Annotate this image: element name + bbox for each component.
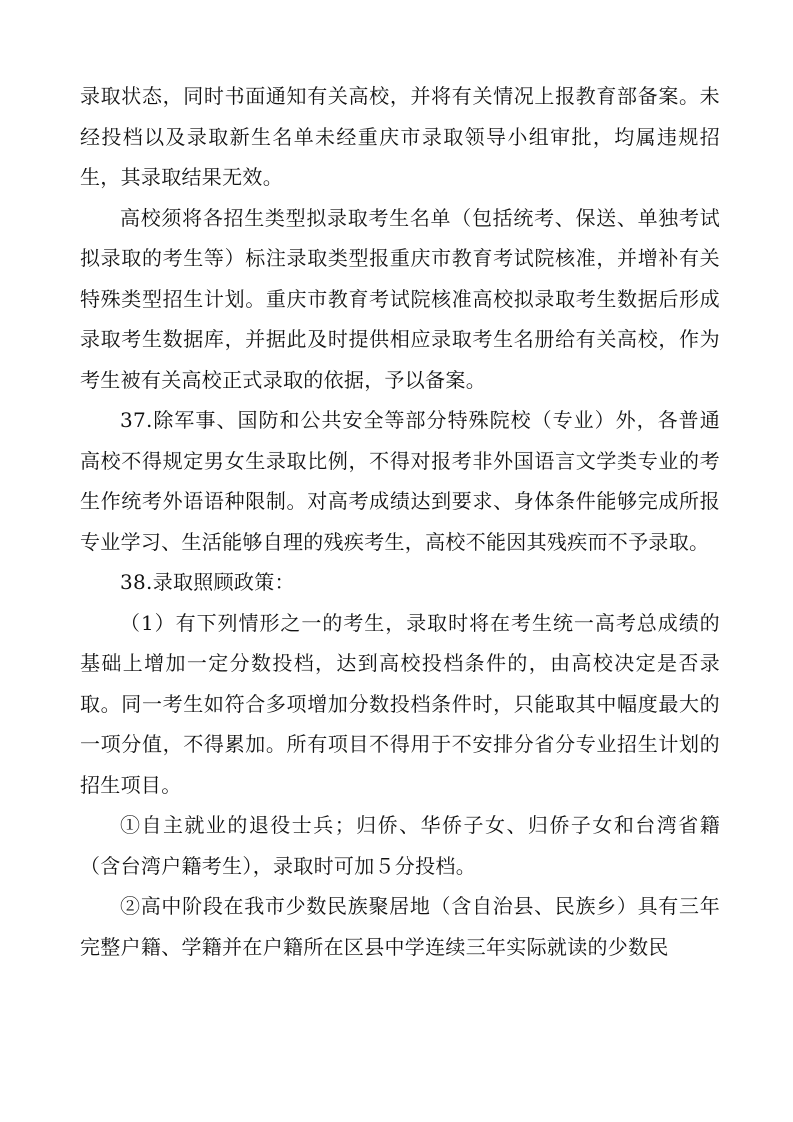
- paragraph-article-37: 37.除军事、国防和公共安全等部分特殊院校（专业）外，各普通高校不得规定男女生录取比例，不得对报考非外国语言文学类专业的考生作统考外语语种限制。对高考成绩达到要求、身体条件能够完成所报专业学习、生活能够自理的残疾考生，高校不能因其残疾而不予录取。: [80, 408, 720, 554]
- paragraph-article-38-item-1: （1）有下列情形之一的考生，录取时将在考生统一高考总成绩的基础上增加一定分数投档，达到高校投档条件的，由高校决定是否录取。同一考生如符合多项增加分数投档条件时，只能取其中幅度最大的一项分值，不得累加。所有项目不得用于不安排分省分专业招生计划的招生项目。: [80, 610, 720, 797]
- paragraph-article-38-subitem-1: ①自主就业的退役士兵；归侨、华侨子女、归侨子女和台湾省籍（含台湾户籍考生），录取时可加５分投档。: [80, 813, 720, 878]
- document-body: [80, 76, 720, 967]
- paragraph-admission-list-approval: 高校须将各招生类型拟录取考生名单（包括统考、保送、单独考试拟录取的考生等）标注录取类型报重庆市教育考试院核准，并增补有关特殊类型招生计划。重庆市教育考试院核准高校拟录取考生数据后形成录取考生数据库，并据此及时提供相应录取考生名册给有关高校，作为考生被有关高校正式录取的依据，予以备案。: [80, 205, 720, 392]
- paragraph-article-38-heading: 38.录取照顾政策：: [120, 570, 295, 594]
- paragraph-admission-status: 录取状态，同时书面通知有关高校，并将有关情况上报教育部备案。未经投档以及录取新生名单未经重庆市录取领导小组审批，均属违规招生，其录取结果无效。: [80, 84, 720, 189]
- paragraph-article-38-subitem-2: ②高中阶段在我市少数民族聚居地（含自治县、民族乡）具有三年完整户籍、学籍并在户籍所在区县中学连续三年实际就读的少数民: [80, 894, 720, 959]
